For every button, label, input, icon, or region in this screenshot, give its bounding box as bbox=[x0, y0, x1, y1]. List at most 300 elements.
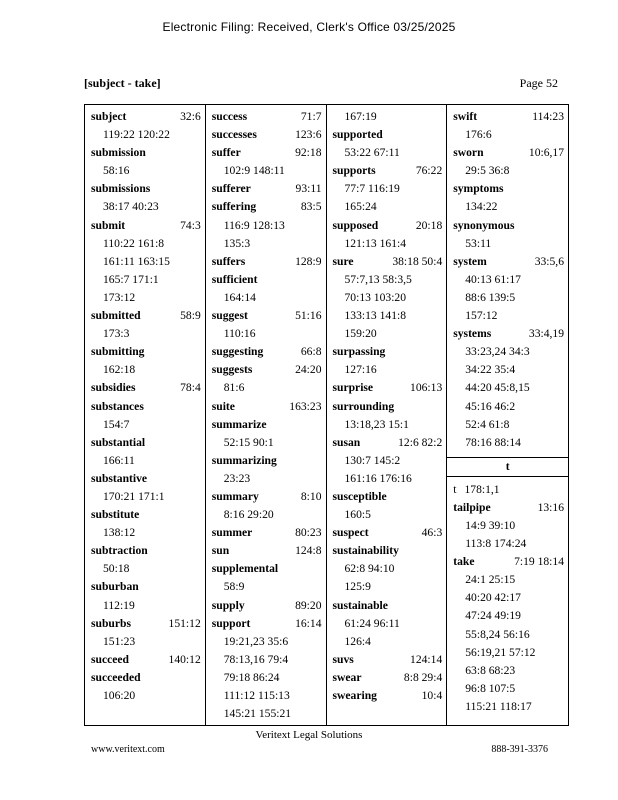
index-term: substantive bbox=[91, 471, 148, 485]
page-line-ref: 74:3 bbox=[180, 218, 201, 232]
entry-first-line bbox=[212, 343, 322, 361]
index-term: take bbox=[453, 555, 475, 569]
entry-first-line bbox=[212, 524, 322, 542]
page-line-refs: 119:22 120:22 bbox=[103, 128, 170, 142]
entry-first-line bbox=[333, 126, 443, 144]
index-entry bbox=[453, 217, 564, 253]
index-term: substitute bbox=[91, 508, 140, 522]
page-line-refs: 164:14 bbox=[223, 290, 256, 304]
index-entry bbox=[212, 524, 322, 542]
entry-first-line bbox=[91, 434, 201, 452]
page-number: Page 52 bbox=[519, 76, 558, 90]
index-term: systems bbox=[453, 327, 492, 341]
entry-first-line bbox=[212, 615, 322, 633]
entry-first-line bbox=[453, 217, 564, 235]
index-term: suite bbox=[211, 399, 235, 413]
entry-first-line bbox=[212, 144, 322, 162]
index-entry bbox=[333, 398, 443, 434]
page-line-refs: 96:8 107:5 bbox=[465, 681, 516, 695]
entry-first-line bbox=[91, 108, 201, 126]
page-line-refs: 157:12 bbox=[465, 309, 498, 323]
index-entry bbox=[333, 343, 443, 379]
page-line-refs: 52:4 61:8 bbox=[465, 417, 510, 431]
entry-first-line bbox=[453, 553, 564, 571]
index-term: summarizing bbox=[211, 453, 277, 467]
index-term: synonymous bbox=[453, 218, 515, 232]
index-entry bbox=[91, 470, 201, 506]
entry-first-line bbox=[333, 669, 443, 687]
page-line-ref: 51:16 bbox=[295, 309, 322, 323]
entry-first-line bbox=[212, 398, 322, 416]
page-line-refs: 154:7 bbox=[103, 417, 130, 431]
index-term: substantial bbox=[91, 435, 146, 449]
page-line-refs: 40:13 61:17 bbox=[465, 272, 521, 286]
index-entry bbox=[212, 452, 322, 488]
entry-first-line bbox=[333, 651, 443, 669]
index-term: succeeded bbox=[91, 670, 141, 684]
index-entry bbox=[212, 416, 322, 452]
page-line-refs: 50:18 bbox=[103, 562, 130, 576]
index-term: symptoms bbox=[453, 182, 504, 196]
page-line-refs: 160:5 bbox=[344, 508, 371, 522]
footer-company: Veritext Legal Solutions bbox=[255, 729, 363, 741]
entry-first-line bbox=[333, 162, 443, 180]
page-line-ref: 32:6 bbox=[180, 110, 201, 123]
entry-first-line bbox=[91, 651, 201, 669]
index-term: suffering bbox=[211, 200, 257, 214]
index-term: submitting bbox=[91, 345, 145, 359]
entry-first-line bbox=[212, 361, 322, 379]
index-term: substances bbox=[91, 399, 144, 413]
index-entry bbox=[212, 144, 322, 180]
page-line-ref: 33:4,19 bbox=[528, 327, 564, 341]
entry-first-line bbox=[453, 325, 564, 343]
entry-first-line bbox=[91, 669, 201, 687]
entry-first-line bbox=[212, 542, 322, 560]
page-line-refs: 111:12 115:13 bbox=[223, 689, 290, 702]
page-line-refs: 115:21 118:17 bbox=[465, 699, 532, 713]
page-line-refs: 62:8 94:10 bbox=[344, 562, 395, 576]
index-entry bbox=[333, 687, 443, 705]
index-entry bbox=[91, 542, 201, 578]
index-term: supposed bbox=[332, 218, 379, 232]
index-entry bbox=[212, 361, 322, 397]
index-term: tailpipe bbox=[453, 500, 491, 514]
index-entry bbox=[91, 180, 201, 216]
page-line-ref: 114:23 bbox=[532, 110, 564, 123]
index-term: submission bbox=[91, 146, 146, 160]
index-term: supports bbox=[332, 164, 376, 178]
page-line-ref: 20:18 bbox=[415, 218, 443, 232]
entry-first-line bbox=[212, 560, 322, 578]
index-term: surrounding bbox=[332, 399, 395, 413]
index-entry bbox=[333, 217, 443, 253]
page-line-refs: 121:13 161:4 bbox=[344, 236, 407, 250]
entry-first-line bbox=[91, 307, 201, 325]
page-line-refs: 33:23,24 34:3 bbox=[465, 345, 530, 359]
index-term: supplemental bbox=[211, 562, 279, 576]
index-term: suburbs bbox=[91, 616, 131, 630]
page-line-refs: 78:16 88:14 bbox=[465, 435, 521, 449]
page-line-ref: 76:22 bbox=[415, 164, 443, 178]
entry-first-line bbox=[91, 615, 201, 633]
page-line-refs: 58:9 bbox=[223, 580, 245, 594]
index-entry bbox=[91, 669, 201, 705]
page-line-refs: 113:8 174:24 bbox=[465, 537, 527, 551]
index-entry bbox=[453, 553, 564, 716]
page-line-refs: 63:8 68:23 bbox=[465, 663, 516, 677]
index-term: support bbox=[211, 616, 251, 630]
index-entry bbox=[453, 325, 564, 452]
index-entry bbox=[91, 506, 201, 542]
page-line-ref: 178:1,1 bbox=[464, 482, 500, 496]
page-line-refs: 125:9 bbox=[344, 580, 371, 594]
entry-first-line bbox=[212, 452, 322, 470]
index-entry bbox=[212, 615, 322, 724]
index-term: submissions bbox=[91, 182, 151, 196]
index-entry bbox=[333, 126, 443, 162]
page-line-ref: 8:8 29:4 bbox=[403, 670, 443, 684]
index-entry bbox=[453, 499, 564, 553]
index-entry bbox=[91, 651, 201, 669]
index-entry bbox=[212, 488, 322, 524]
page-line-refs: 61:24 96:11 bbox=[344, 616, 400, 630]
index-entry bbox=[91, 343, 201, 379]
index-term: susceptible bbox=[332, 489, 387, 503]
index-entry bbox=[333, 434, 443, 488]
index-entry bbox=[333, 651, 443, 669]
index-term: sustainability bbox=[332, 544, 399, 558]
index-term: suvs bbox=[332, 652, 354, 666]
page-line-ref: 78:4 bbox=[180, 381, 201, 395]
page-line-refs: 173:3 bbox=[103, 327, 130, 341]
page-line-refs: 173:12 bbox=[103, 290, 136, 304]
entry-first-line bbox=[333, 434, 443, 452]
page-line-refs: 138:12 bbox=[103, 526, 136, 540]
entry-first-line bbox=[91, 217, 201, 235]
entry-first-line bbox=[91, 506, 201, 524]
word-index-grid bbox=[84, 104, 569, 726]
index-term: swearing bbox=[332, 689, 377, 702]
page-line-refs: 162:18 bbox=[103, 363, 136, 377]
page-line-refs: 127:16 bbox=[344, 363, 377, 377]
entry-first-line bbox=[212, 307, 322, 325]
page-line-refs: 165:24 bbox=[344, 200, 377, 214]
page-line-refs: 165:7 171:1 bbox=[103, 272, 159, 286]
index-term: t bbox=[453, 482, 457, 496]
index-entry bbox=[212, 108, 322, 126]
page-line-ref: 12:6 82:2 bbox=[398, 435, 443, 449]
index-entry bbox=[333, 488, 443, 524]
entry-first-line bbox=[453, 481, 564, 499]
entry-first-line bbox=[91, 542, 201, 560]
page-line-refs: 53:11 bbox=[465, 236, 492, 250]
page-line-ref: 58:9 bbox=[180, 309, 201, 323]
index-entry bbox=[333, 669, 443, 687]
page-line-ref: 80:23 bbox=[295, 526, 322, 540]
index-term: suffer bbox=[211, 146, 241, 160]
index-entry bbox=[212, 343, 322, 361]
index-term: summer bbox=[211, 526, 253, 540]
page-line-refs: 57:7,13 58:3,5 bbox=[344, 272, 412, 286]
page-line-refs: 44:20 45:8,15 bbox=[465, 381, 530, 395]
page-line-ref: 13:16 bbox=[537, 500, 564, 514]
index-term: suggesting bbox=[211, 345, 264, 359]
page-line-refs: 126:4 bbox=[344, 634, 371, 648]
page-line-refs: 77:7 116:19 bbox=[344, 182, 400, 196]
page-line-ref: 124:14 bbox=[410, 652, 443, 666]
index-term: sufferer bbox=[211, 182, 251, 196]
index-term: subject bbox=[91, 110, 127, 123]
index-entry bbox=[212, 542, 322, 560]
index-term: system bbox=[453, 254, 487, 268]
page-line-refs: 159:20 bbox=[344, 327, 377, 341]
entry-first-line bbox=[333, 687, 443, 705]
index-term: summarize bbox=[211, 417, 267, 431]
page-line-refs: 170:21 171:1 bbox=[103, 489, 165, 503]
index-entry bbox=[91, 578, 201, 614]
index-term: sun bbox=[211, 544, 230, 558]
index-entry bbox=[453, 481, 564, 499]
index-entry bbox=[91, 144, 201, 180]
page-line-refs: 56:19,21 57:12 bbox=[465, 645, 536, 659]
entry-first-line bbox=[212, 416, 322, 434]
page-line-refs: 53:22 67:11 bbox=[344, 146, 400, 160]
section-letter-header: t bbox=[447, 457, 568, 477]
index-term: success bbox=[211, 110, 248, 123]
entry-first-line bbox=[453, 253, 564, 271]
entry-first-line bbox=[453, 144, 564, 162]
index-entry bbox=[333, 597, 443, 651]
page-line-ref: 92:18 bbox=[295, 146, 322, 160]
index-entry bbox=[91, 379, 201, 397]
index-entry bbox=[212, 198, 322, 252]
page-line-refs: 133:13 141:8 bbox=[344, 309, 407, 323]
page-line-refs: 130:7 145:2 bbox=[344, 453, 401, 467]
index-entry bbox=[212, 271, 322, 307]
entry-first-line bbox=[212, 488, 322, 506]
index-column-1 bbox=[85, 105, 206, 725]
page-line-refs: 14:9 39:10 bbox=[465, 518, 516, 532]
index-column-2 bbox=[206, 105, 327, 725]
page-line-refs: 102:9 148:11 bbox=[223, 164, 285, 178]
index-entry bbox=[453, 180, 564, 216]
index-term: succeed bbox=[91, 652, 129, 666]
page-line-refs: 161:16 176:16 bbox=[344, 471, 412, 485]
index-range-label: [subject - take] bbox=[84, 76, 161, 90]
entry-first-line bbox=[212, 198, 322, 216]
page-line-refs: 134:22 bbox=[465, 200, 498, 214]
entry-first-line bbox=[212, 253, 322, 271]
entry-first-line bbox=[333, 488, 443, 506]
index-entry bbox=[212, 180, 322, 198]
page-line-refs: 52:15 90:1 bbox=[223, 435, 274, 449]
index-entry bbox=[333, 108, 443, 126]
index-term: subsidies bbox=[91, 381, 136, 395]
page-line-ref: 124:8 bbox=[295, 544, 322, 558]
index-entry bbox=[453, 108, 564, 144]
entry-first-line bbox=[91, 398, 201, 416]
entry-first-line bbox=[212, 126, 322, 144]
entry-first-line bbox=[453, 499, 564, 517]
entry-first-line bbox=[333, 597, 443, 615]
index-term: subtraction bbox=[91, 544, 148, 558]
page-line-ref: 151:12 bbox=[168, 616, 201, 630]
page-line-refs: 45:16 46:2 bbox=[465, 399, 516, 413]
entry-first-line bbox=[91, 180, 201, 198]
entry-first-line bbox=[212, 271, 322, 289]
index-entry bbox=[91, 615, 201, 651]
index-term: surprise bbox=[332, 381, 374, 395]
page-line-ref: 93:11 bbox=[295, 182, 322, 196]
entry-first-line bbox=[91, 379, 201, 397]
entry-first-line bbox=[453, 108, 564, 126]
entry-first-line bbox=[91, 144, 201, 162]
index-term: sustainable bbox=[332, 598, 388, 612]
entry-first-line bbox=[333, 379, 443, 397]
entry-first-line bbox=[333, 398, 443, 416]
entry-first-line bbox=[333, 253, 443, 271]
page-line-refs: 78:13,16 79:4 bbox=[223, 652, 289, 666]
index-entry bbox=[333, 524, 443, 542]
entry-first-line bbox=[91, 578, 201, 596]
index-term: sworn bbox=[453, 146, 484, 160]
footer-website: www.veritext.com bbox=[91, 744, 165, 755]
index-term: summary bbox=[211, 489, 259, 503]
page-line-ref: 38:18 50:4 bbox=[392, 254, 443, 268]
page-line-refs: 161:11 163:15 bbox=[103, 254, 170, 268]
page-line-ref: 123:6 bbox=[295, 128, 322, 142]
index-entry bbox=[212, 307, 322, 343]
entry-first-line bbox=[91, 343, 201, 361]
index-term: supported bbox=[332, 128, 383, 142]
index-entry bbox=[333, 542, 443, 596]
index-entry bbox=[333, 379, 443, 397]
index-term: sure bbox=[332, 254, 354, 268]
page-line-ref: 10:6,17 bbox=[528, 146, 564, 160]
entry-first-line bbox=[333, 524, 443, 542]
page-line-refs: 110:16 bbox=[223, 327, 256, 341]
entry-first-line bbox=[212, 597, 322, 615]
index-entry bbox=[212, 126, 322, 144]
page-line-refs: 8:16 29:20 bbox=[223, 508, 274, 522]
page-line-ref: 7:19 18:14 bbox=[514, 555, 564, 569]
index-term: suffers bbox=[211, 254, 246, 268]
index-entry bbox=[91, 398, 201, 434]
page-line-ref: 128:9 bbox=[295, 254, 322, 268]
page-line-ref: 106:13 bbox=[410, 381, 443, 395]
page-line-refs: 116:9 128:13 bbox=[223, 218, 285, 232]
index-term: swift bbox=[453, 110, 478, 123]
index-term: submitted bbox=[91, 309, 141, 323]
page-line-ref: 83:5 bbox=[300, 200, 322, 214]
page-line-refs: 145:21 155:21 bbox=[223, 707, 292, 721]
page-line-ref: 10:4 bbox=[421, 689, 443, 702]
page-line-ref: 46:3 bbox=[421, 526, 443, 540]
filing-header: Electronic Filing: Received, Clerk's Office 03/25/2025 bbox=[162, 20, 456, 34]
page-line-refs: 29:5 36:8 bbox=[465, 164, 510, 178]
page-line-ref: 140:12 bbox=[168, 652, 201, 666]
index-entry bbox=[212, 398, 322, 416]
index-entry bbox=[91, 108, 201, 144]
page-line-refs: 70:13 103:20 bbox=[344, 290, 407, 304]
page-line-refs: 19:21,23 35:6 bbox=[223, 634, 289, 648]
index-term: sufficient bbox=[211, 272, 258, 286]
page-line-refs: 24:1 25:15 bbox=[465, 573, 516, 587]
page-line-refs: 166:11 bbox=[103, 453, 135, 467]
index-entry bbox=[91, 307, 201, 343]
page-line-ref: 66:8 bbox=[300, 345, 322, 359]
index-entry bbox=[212, 253, 322, 271]
footer-phone: 888-391-3376 bbox=[491, 744, 548, 755]
page-line-ref: 16:14 bbox=[295, 616, 322, 630]
index-entry bbox=[453, 253, 564, 325]
index-term: suburban bbox=[91, 580, 139, 594]
page-line-refs: 106:20 bbox=[103, 689, 136, 702]
page-line-ref: 71:7 bbox=[300, 110, 322, 123]
page-line-refs: 112:19 bbox=[103, 598, 135, 612]
page-line-refs: 23:23 bbox=[223, 471, 251, 485]
entry-first-line bbox=[91, 470, 201, 488]
page-line-refs: 81:6 bbox=[223, 381, 245, 395]
page-line-ref: 89:20 bbox=[295, 598, 322, 612]
page-line-refs: 58:16 bbox=[103, 164, 130, 178]
page-line-refs: 110:22 161:8 bbox=[103, 236, 165, 250]
index-column-4 bbox=[447, 105, 568, 725]
entry-first-line bbox=[212, 180, 322, 198]
index-entry bbox=[453, 144, 564, 180]
index-term: submit bbox=[91, 218, 126, 232]
page-line-ref: 8:10 bbox=[300, 489, 322, 503]
page-line-refs: 176:6 bbox=[465, 128, 492, 142]
page-line-refs: 167:19 bbox=[344, 110, 377, 123]
page-line-refs: 79:18 86:24 bbox=[223, 670, 280, 684]
entry-first-line bbox=[212, 108, 322, 126]
page-line-refs: 135:3 bbox=[223, 236, 251, 250]
page-line-refs: 88:6 139:5 bbox=[465, 290, 516, 304]
index-term: swear bbox=[332, 670, 362, 684]
page-line-refs: 38:17 40:23 bbox=[103, 200, 159, 214]
page-line-ref: 163:23 bbox=[289, 399, 322, 413]
page-line-ref: 33:5,6 bbox=[534, 254, 564, 268]
page-line-refs: 34:22 35:4 bbox=[465, 363, 516, 377]
index-term: supply bbox=[211, 598, 245, 612]
index-term: susan bbox=[332, 435, 361, 449]
page-line-refs: 47:24 49:19 bbox=[465, 609, 521, 623]
index-entry bbox=[91, 217, 201, 307]
index-term: suggest bbox=[211, 309, 248, 323]
index-entry bbox=[212, 597, 322, 615]
entry-first-line bbox=[333, 217, 443, 235]
page-line-refs: 13:18,23 15:1 bbox=[344, 417, 409, 431]
index-column-3 bbox=[327, 105, 448, 725]
index-entry bbox=[91, 434, 201, 470]
index-term: suspect bbox=[332, 526, 369, 540]
entry-first-line bbox=[333, 343, 443, 361]
entry-first-line bbox=[453, 180, 564, 198]
index-term: surpassing bbox=[332, 345, 386, 359]
index-entry bbox=[333, 162, 443, 216]
page-line-ref: 24:20 bbox=[295, 363, 322, 377]
page-line-refs: 55:8,24 56:16 bbox=[465, 627, 530, 641]
index-entry bbox=[333, 253, 443, 343]
entry-first-line bbox=[333, 542, 443, 560]
index-term: suggests bbox=[211, 363, 253, 377]
page-line-refs: 151:23 bbox=[103, 634, 136, 648]
index-term: successes bbox=[211, 128, 257, 142]
index-entry bbox=[212, 560, 322, 596]
page-line-refs: 40:20 42:17 bbox=[465, 591, 521, 605]
